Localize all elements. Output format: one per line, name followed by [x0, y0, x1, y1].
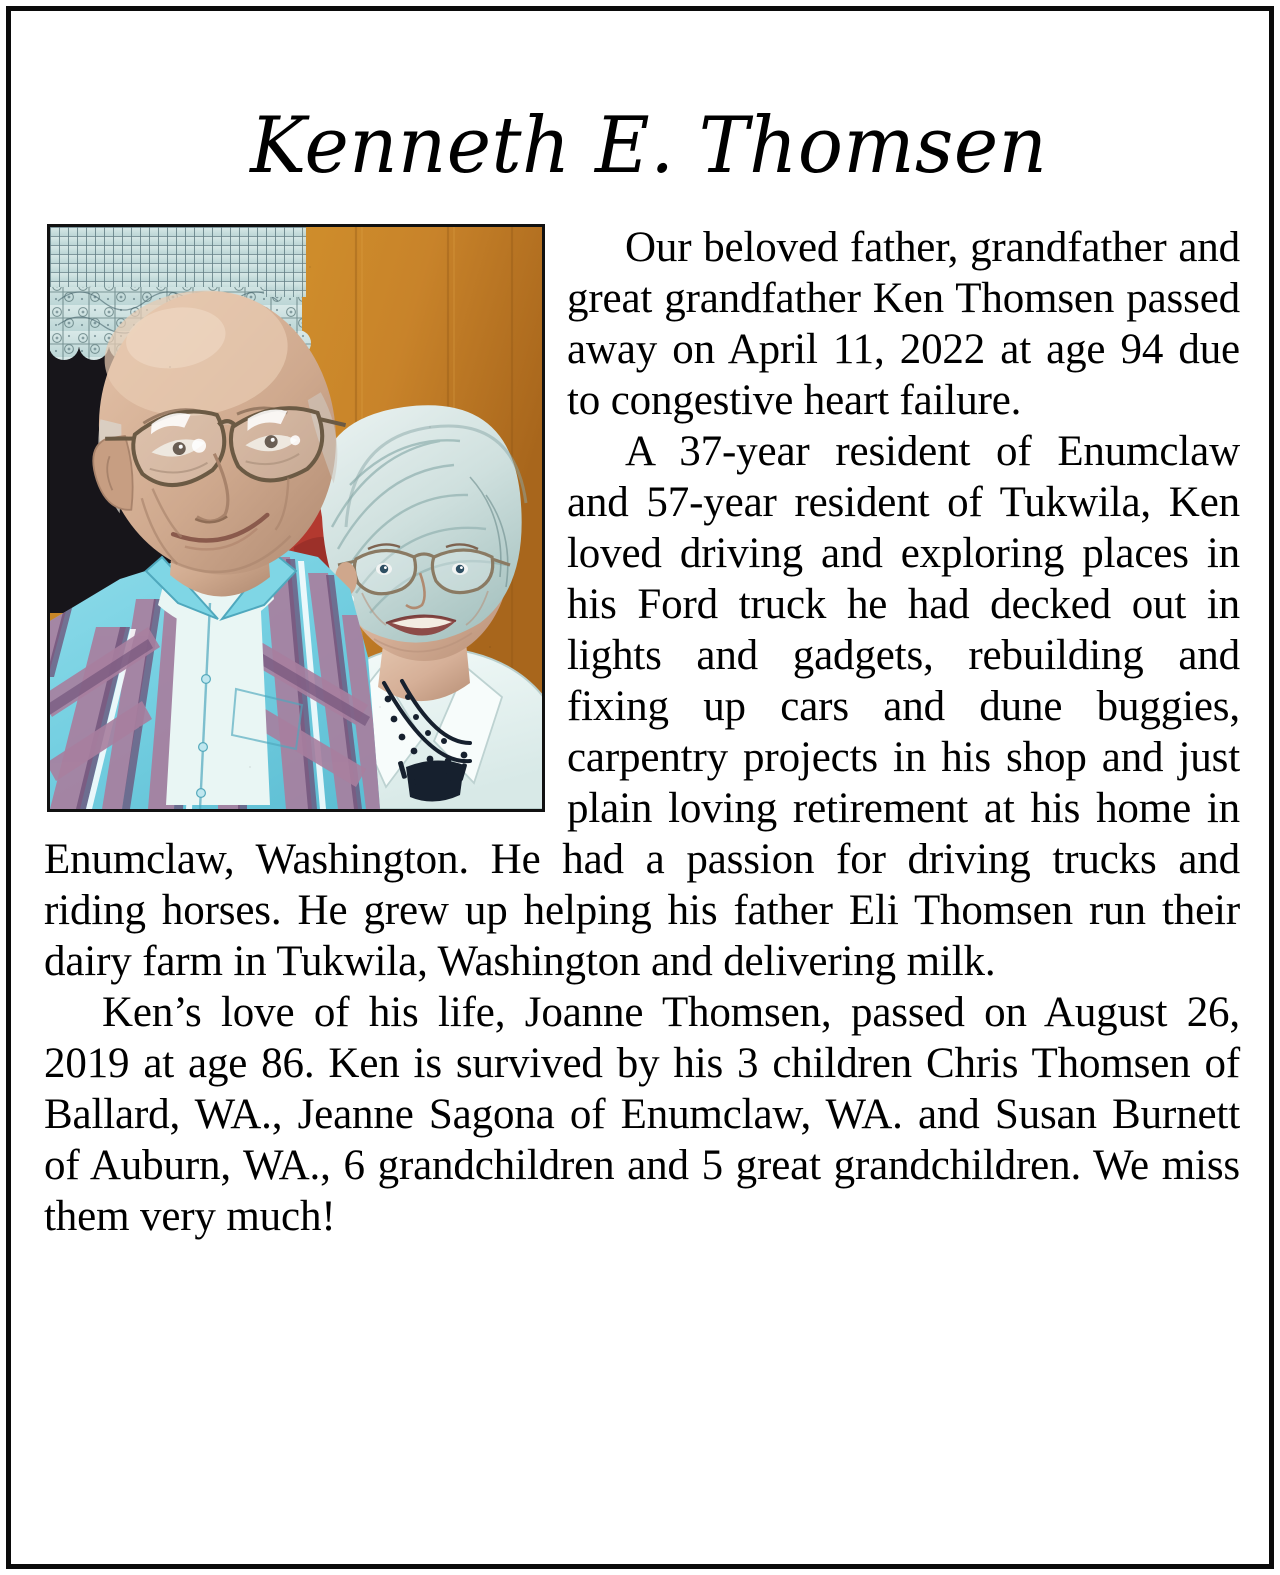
- paragraph-3: Ken’s love of his life, Joanne Thomsen, passed on August 26, 2019 at age 86. Ken is survived by his 3 children Chris Thomsen of Ballard, WA., Jeanne Sagona of Enumclaw, WA. and Susan Burnett of Auburn, WA., 6 grandchildren and 5 great grandchildren. We miss them very much!: [44, 988, 1240, 1240]
- photo-frame: [47, 224, 545, 812]
- paragraph-2: A 37-year resident of Enumclaw and 57-year resident of Tukwila, Ken loved driving and exploring places in his Ford truck he had decked out in lights and gadgets, rebuilding and fixing up cars and dune buggies, carpentry projects in his shop and just plain loving retirement at his home in Enumclaw, Washington. He had a passion for driving trucks and riding horses. He grew up helping his father Eli Thomsen run their dairy farm in Tukwila, Washington and delivering milk.: [44, 427, 1240, 985]
- memorial-photo: [50, 227, 542, 809]
- photo-illustration: [50, 227, 542, 809]
- obituary-content: [44, 24, 1240, 1544]
- paragraph-1: Our beloved father, grandfather and great grandfather Ken Thomsen passed away on April 11, 2022 at age 94 due to congestive heart failure.: [567, 223, 1240, 424]
- page-title: Kenneth E. Thomsen: [250, 101, 1048, 191]
